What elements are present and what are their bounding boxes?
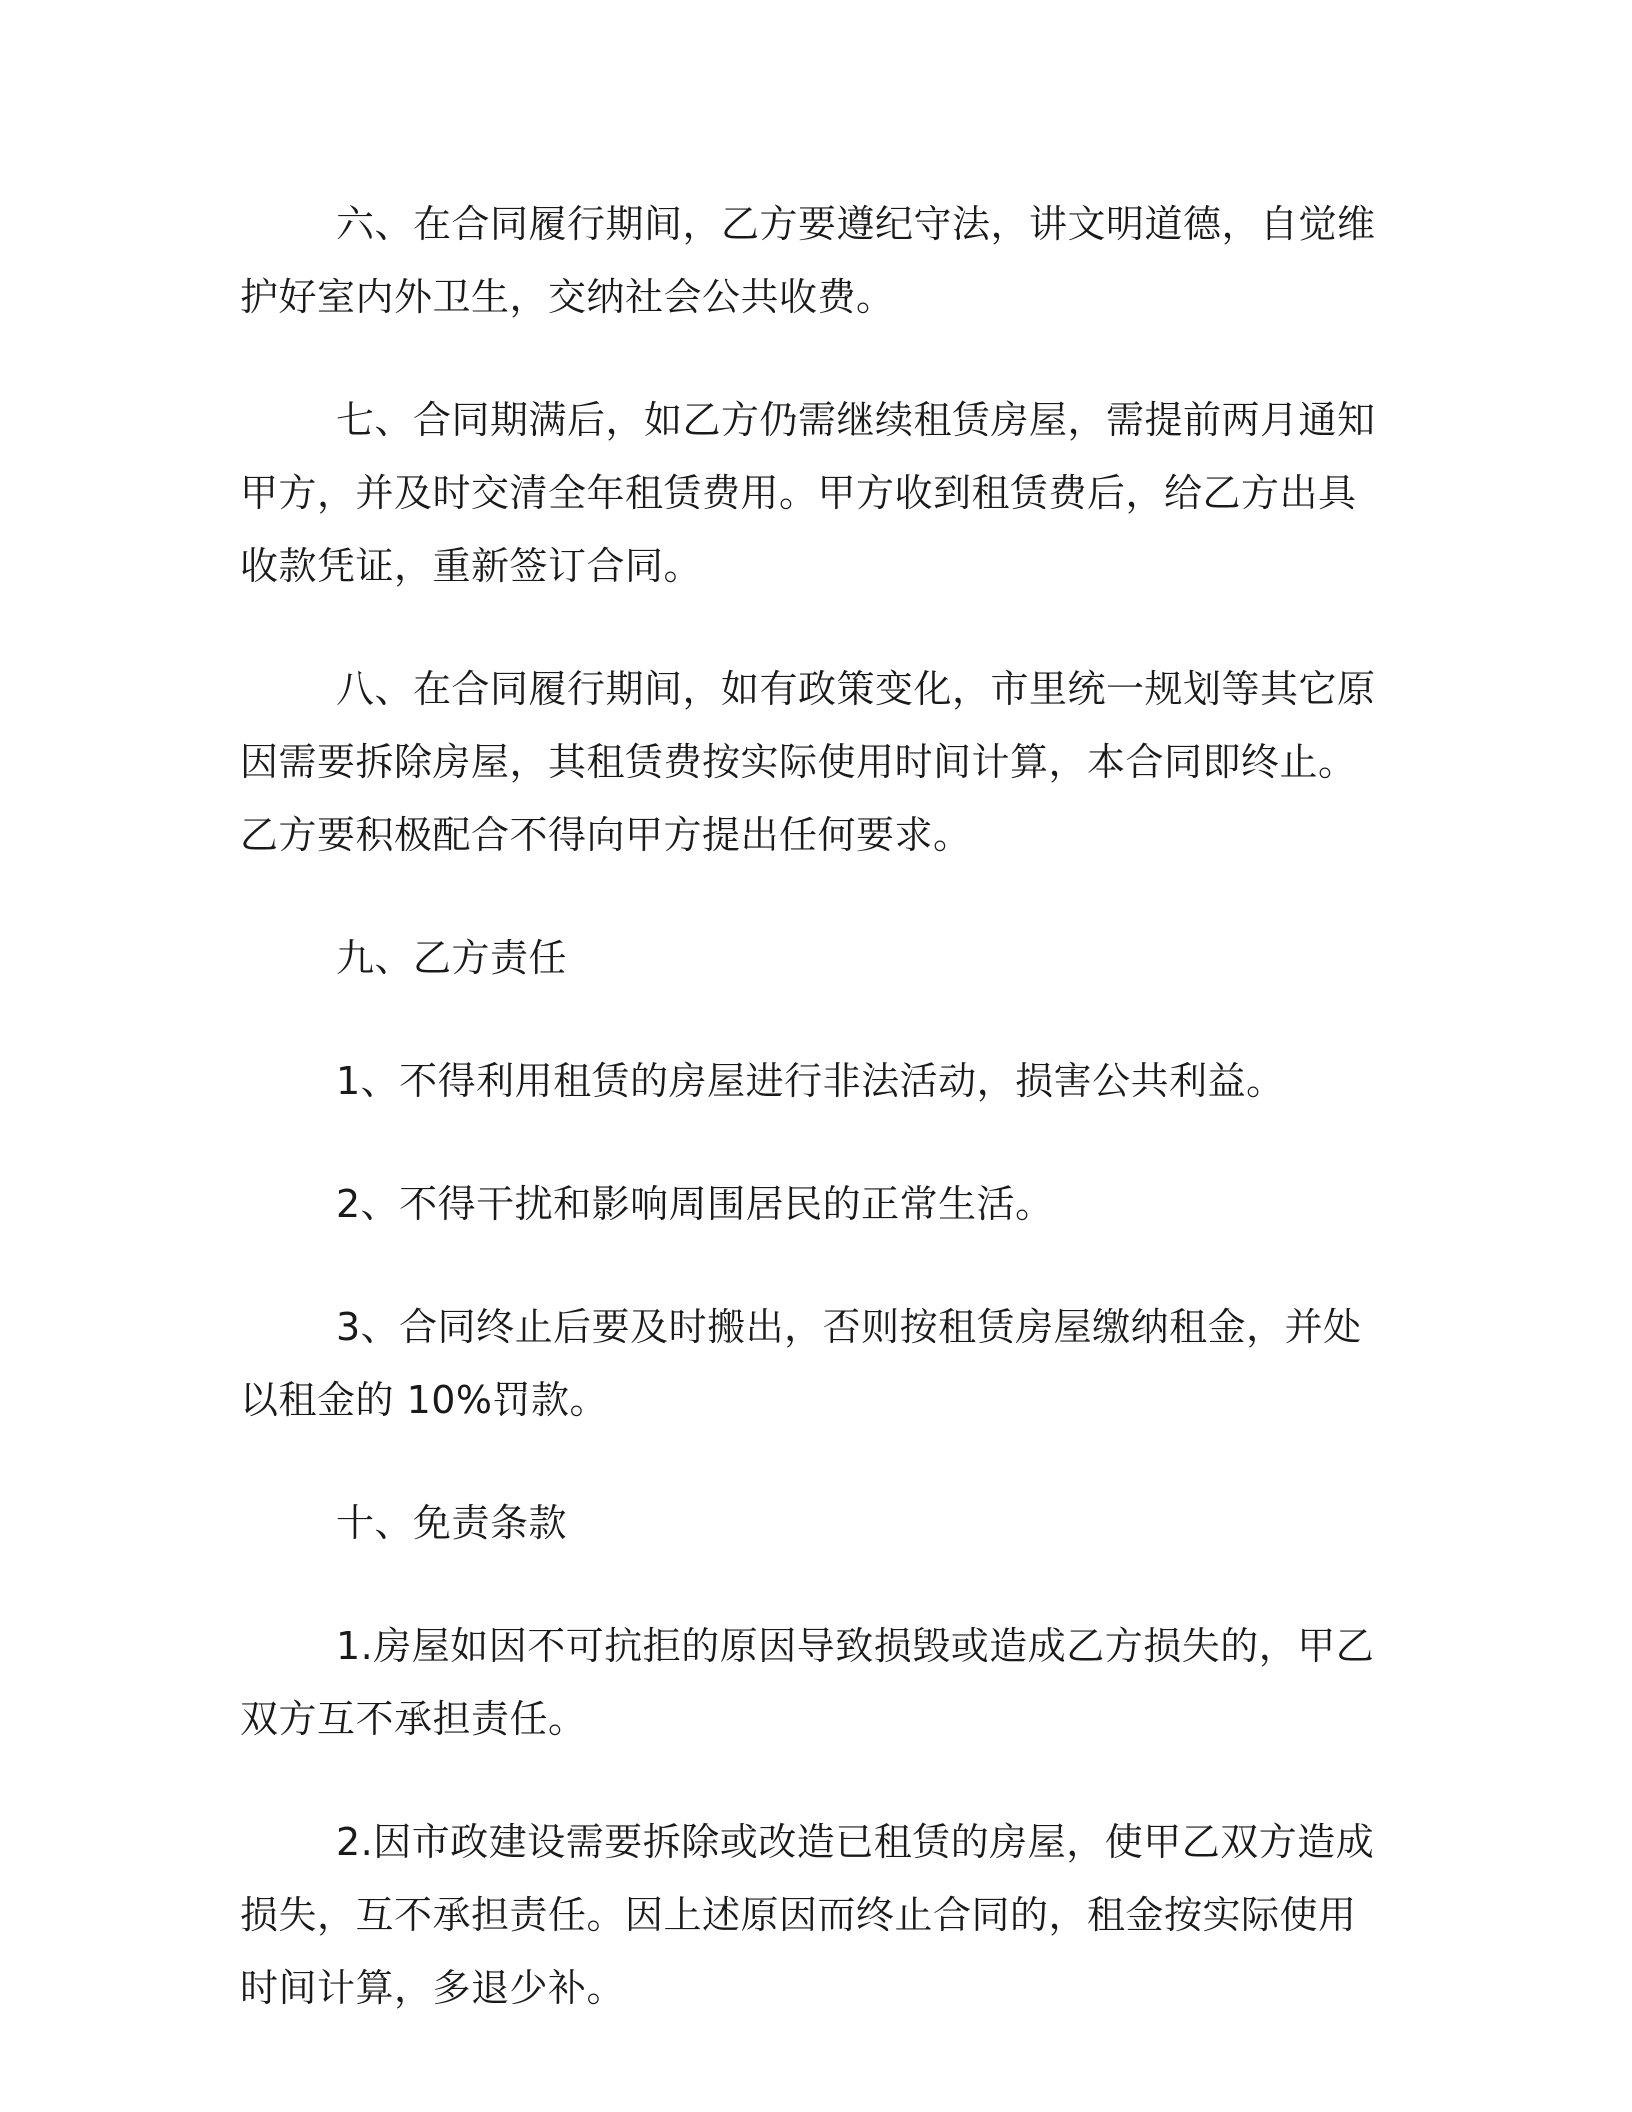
clause-seven: 七、合同期满后，如乙方仍需继续租赁房屋，需提前两月通知甲方，并及时交清全年租赁费用。甲方收到租赁费后，给乙方出具收款凭证，重新签订合同。 [240, 398, 1376, 588]
document-body [240, 188, 1392, 2025]
clause-nine-item-1: 1、不得利用租赁的房屋进行非法活动，损害公共利益。 [336, 1059, 1285, 1103]
clause-nine-item-3: 3、合同终止后要及时搬出，否则按租赁房屋缴纳租金，并处以租金的 10%罚款。 [240, 1305, 1362, 1422]
clause-nine-heading: 九、乙方责任 [336, 936, 568, 980]
clause-ten-item-2: 2.因市政建设需要拆除或改造已租赁的房屋，使甲乙双方造成损失，互不承担责任。因上述原因而终止合同的，租金按实际使用时间计算，多退少补。 [240, 1820, 1375, 2010]
clause-nine-item-2: 2、不得干扰和影响周围居民的正常生活。 [336, 1182, 1054, 1226]
clause-six: 六、在合同履行期间，乙方要遵纪守法，讲文明道德，自觉维护好室内外卫生，交纳社会公共收费。 [240, 202, 1376, 319]
clause-ten-heading: 十、免责条款 [336, 1501, 568, 1545]
clause-ten-item-1: 1.房屋如因不可抗拒的原因导致损毁或造成乙方损失的，甲乙双方互不承担责任。 [240, 1624, 1375, 1741]
clause-eight: 八、在合同履行期间，如有政策变化，市里统一规划等其它原因需要拆除房屋，其租赁费按实际使用时间计算，本合同即终止。乙方要积极配合不得向甲方提出任何要求。 [240, 667, 1376, 857]
